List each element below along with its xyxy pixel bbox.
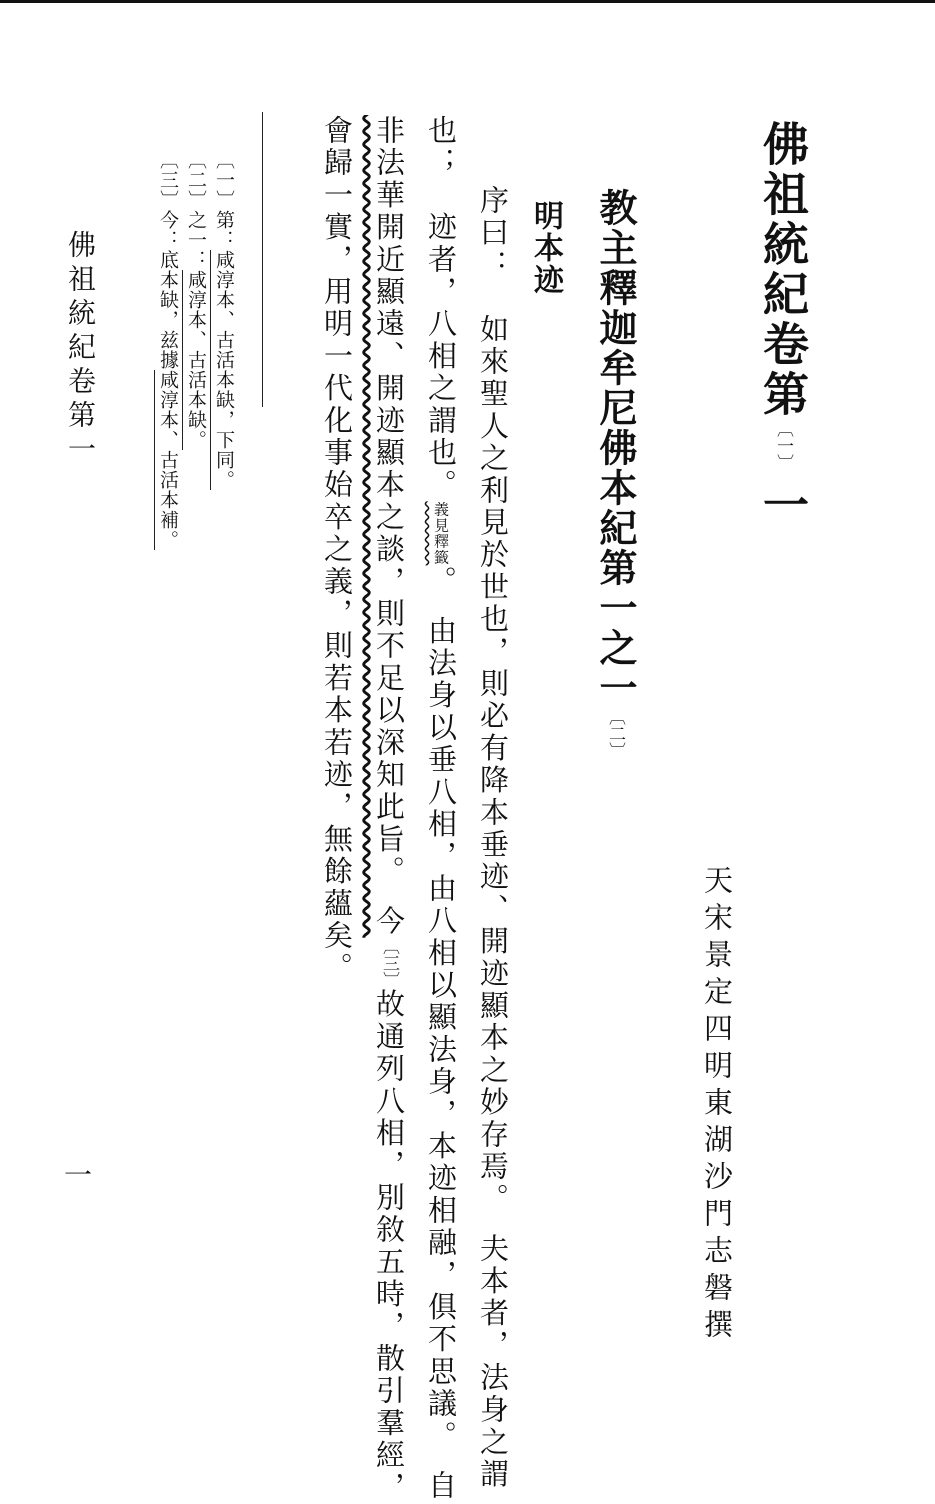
footnote-3-mark: 〔三〕 xyxy=(157,150,179,210)
footnote-3-text-a: 底本缺，兹據 xyxy=(157,250,179,370)
footnote-2 xyxy=(186,150,205,450)
footnote-1-text: 咸淳本、古活本缺，下同。 xyxy=(210,250,235,490)
book-title-volume: 一 xyxy=(756,481,810,531)
body-line-3-note-mark: 〔三〕 xyxy=(379,937,399,989)
book-title xyxy=(756,120,810,531)
footnote-2-text: 咸淳本、古活本缺。 xyxy=(182,270,207,450)
body-line-3 xyxy=(372,115,406,1504)
footnote-1-mark: 〔一〕 xyxy=(213,150,235,210)
footnote-separator xyxy=(262,112,263,407)
body-line-2-text-b: 。 由法身以垂八相，由八相以顯法身，本迹相融，俱不思議。 自 xyxy=(424,565,458,1503)
chapter-title-note-mark: 〔二〕 xyxy=(605,708,625,759)
footnote-1 xyxy=(214,150,233,490)
body-line-4: 會歸一實，用明一代化事始卒之義，則若本若迹，無餘蘊矣。 xyxy=(320,115,354,985)
author-line: 天宋景定四明東湖沙門志磐撰 xyxy=(700,865,734,1346)
footnote-3-text-b: 咸淳本、古活本補。 xyxy=(154,370,179,550)
body-line-3-text-a: 非法華開近顯遠、開迹顯本之談，則不足以深知此旨。 今 xyxy=(372,115,406,938)
book-title-text: 佛祖統紀卷第 xyxy=(756,120,810,420)
chapter-title-text: 教主釋迦牟尼佛本紀第一之一 xyxy=(593,188,638,708)
inline-note: 義見釋籤 xyxy=(432,501,450,566)
footer-title: 佛祖統紀卷第一 xyxy=(64,230,97,468)
footnote-3 xyxy=(158,150,177,550)
chapter-title xyxy=(593,188,638,759)
body-line-3-text-b: 故通列八相，別敘五時，散引羣經， xyxy=(372,988,406,1504)
footnote-1-key: 第： xyxy=(213,210,235,250)
section-title: 明本迹 xyxy=(528,200,563,296)
footnote-2-mark: 〔二〕 xyxy=(185,150,207,210)
top-border-rule xyxy=(0,0,935,3)
book-title-note-mark: 〔一〕 xyxy=(773,420,793,471)
body-line-2-text-a: 也； 迹者，八相之謂也。 xyxy=(424,115,458,502)
body-line-2 xyxy=(424,115,458,1503)
page-number: 一 xyxy=(60,1160,93,1188)
footnote-2-key: 之一： xyxy=(185,210,207,270)
footnote-3-key: 今： xyxy=(157,210,179,250)
body-line-1: 序曰： 如來聖人之利見於世也，則必有降本垂迹、開迹顯本之妙存焉。 夫本者，法身之謂 xyxy=(476,185,510,1491)
